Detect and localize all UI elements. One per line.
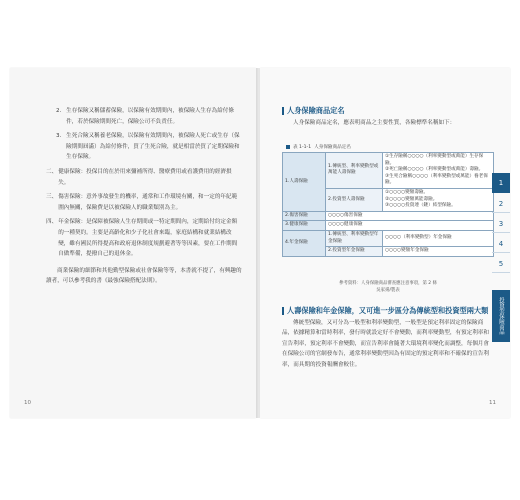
heading-bar — [282, 107, 284, 115]
section-heading — [282, 306, 494, 316]
table-line: ③生死合險稱○○○○（利率變動型或萬能）養老保險。 — [385, 173, 488, 186]
list-item — [46, 217, 242, 259]
left-page-body — [46, 106, 242, 287]
left-page — [10, 68, 256, 418]
list-number: 3． — [56, 133, 66, 140]
list-item — [46, 167, 242, 188]
list-item — [46, 131, 242, 163]
table-cell: 2.傷害保險 — [283, 211, 326, 221]
table-cell: 1.傳統型、利率變動型或萬能人壽保險 — [326, 153, 383, 189]
right-page — [260, 68, 510, 418]
body-paragraph: 傳統型保險，又可分為一般型和利率變動型，一般型是預定利率固定的保險商品，依據精算和當時利率，發行時就設定好不會變動，而利率變動型，有預定利率和宣告利率，預定利率不會變動，而宣告利率會隨著大環境利率變化而調整，每個月會在保險公司的官網發布告，通常利率變動型因為有固定的預定利率和不確保的宣告利率，而具期的投資報酬會較往。 — [282, 320, 489, 368]
section-heading — [282, 106, 345, 116]
table-cell: 1.傳統型、利率變動型年金保險 — [326, 230, 383, 246]
table-cell: ○○○○傷害保險 — [326, 211, 494, 221]
table-cell — [383, 153, 494, 189]
section-heading-text: 人壽保險和年金保險，又可進一步區分為傳統型和投資型兩大類 — [287, 306, 489, 315]
heading-bar — [282, 307, 284, 315]
table-line: ①生存險稱○○○○（利率變動型或萬能）生存保險。 — [385, 154, 484, 166]
chapter-tab-4[interactable]: 4 — [492, 236, 510, 253]
chapter-tab-3[interactable]: 3 — [492, 216, 510, 233]
list-item — [46, 192, 242, 213]
list-number: 四、 — [46, 219, 58, 226]
chapter-side-label: 投資型保險商品 — [492, 290, 510, 342]
table-line: ②死亡險稱○○○○（利率變動型或萬能）壽險。 — [385, 167, 484, 173]
chapter-tabs — [492, 173, 510, 276]
list-text: 生存保險又稱儲蓄保險，以保險有效期間內，被保險人生存為給付條件，若於保險期間死亡，保險公司不負責任。 — [66, 108, 234, 125]
table-line: ①○○○○變額壽險。 — [385, 189, 429, 195]
table-cell: ○○○○（利率變動型）年金保險 — [383, 230, 494, 246]
chapter-tab-1[interactable]: 1 — [492, 173, 510, 193]
table-cell — [383, 188, 494, 211]
table-cell: 1.人壽保險 — [283, 153, 326, 212]
table-line: ③○○○○投資連（鏈）結型保險。 — [385, 203, 456, 209]
list-item — [46, 106, 242, 127]
list-number: 二、 — [46, 168, 58, 175]
table-cell: 3.健康保險 — [283, 221, 326, 231]
page-number: 11 — [489, 400, 496, 406]
table-source-note: 參考資料：人身保險商品審查應注意事項，第 2 條 — [339, 281, 437, 286]
table-cell: 4.年金保險 — [283, 230, 326, 256]
table-caption — [286, 144, 351, 150]
caption-tag: 表 1-1-1 — [293, 145, 312, 150]
chapter-tab-5[interactable]: 5 — [492, 256, 510, 273]
table-cell: 2.投資型人壽保險 — [326, 188, 383, 211]
list-number: 三、 — [46, 194, 58, 201]
intro-paragraph: 人身保險商品定名，應表明商品之主要性質，各險標準名稱如下： — [293, 120, 456, 126]
chapter-tab-2[interactable]: 2 — [492, 196, 510, 213]
table-cell: ○○○○健康保險 — [326, 221, 494, 231]
list-text: 生死合險又稱養老保險，以保險有效期間內，被保險人死亡或生存（保險期間屆滿）為給付條件，買了生死合險，就是相當於買了定期保險和生存保險。 — [66, 133, 240, 161]
table-cell: 2.投資型年金保險 — [326, 247, 383, 257]
table-line: ②○○○○變額萬能壽險。 — [385, 196, 438, 202]
list-text: 年金保險：是保障被保險人生存期間或一特定期間內，定期給付約定金額的一種契約。主要是高齡化和少子化社會來臨，家庭結構和就業結構改變，雖有國民所得提高和政府退休制度規劃避著等等因素，要在工作期間自做準備，提撥自己的退休金。 — [58, 219, 238, 258]
page-number: 10 — [24, 400, 31, 406]
table-author-note: 吳家揚/製表 — [376, 288, 400, 293]
product-naming-table — [282, 152, 494, 257]
table-cell: ○○○○變額年金保險 — [383, 247, 494, 257]
section-heading-text: 人身保險商品定名 — [287, 106, 345, 115]
caption-marker — [286, 145, 290, 149]
caption-text: 人身保險商品定名 — [314, 145, 351, 150]
list-text: 健康保險：投保目的在於用來彌補所得、醫療費用或看護費用的經濟損失。 — [58, 168, 232, 186]
list-number: 2． — [56, 108, 66, 114]
list-text: 傷害保險：意外事故發生的機率，通常和工作環境有關，和一定的年紀範圍內無關，保險費是以被保險人的職業類別為主。 — [58, 194, 238, 211]
closing-paragraph: 商業保險的細節和其他勤型保險或社會保險等等，本書就不提了，有興趣的讀者，可以參考我的書《最強保險搭配法則》。 — [46, 267, 242, 285]
